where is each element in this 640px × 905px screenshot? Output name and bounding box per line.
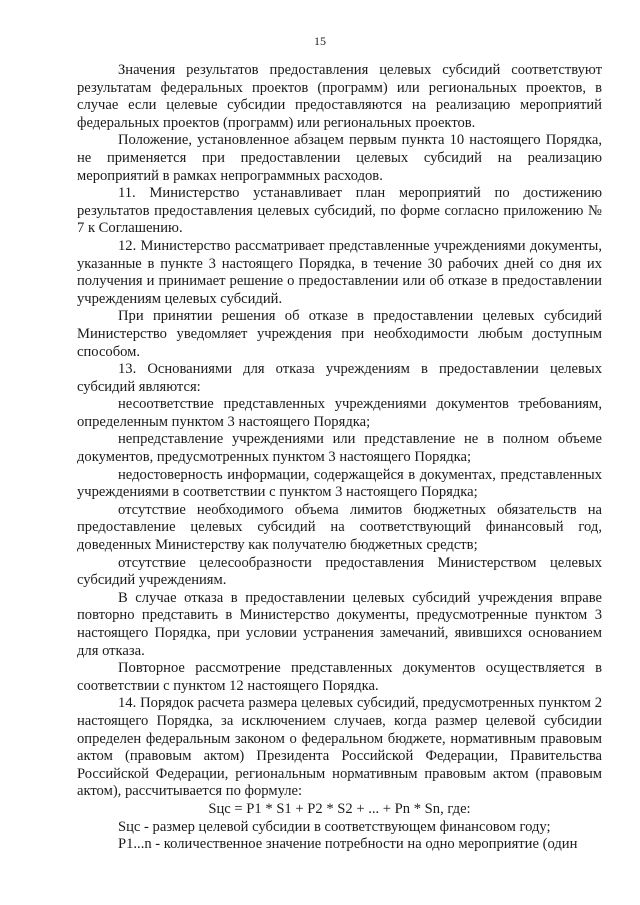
paragraph-item-12: 12. Министерство рассматривает представленные учреждениями документы, указанные в пункте 3 настоящего Порядка, в течение 30 рабочих дней со дня их получения и принимает решение о предоставлении или об отказе в предоставлении учреждениям целевых субсидий. — [77, 237, 602, 307]
paragraph-refusal-notice: При принятии решения об отказе в предоставлении целевых субсидий Министерство уведомляет учреждения при необходимости любым доступным способом. — [77, 308, 602, 360]
paragraph-item-14: 14. Порядок расчета размера целевых субсидий, предусмотренных пунктом 2 настоящего Порядка, за исключением случаев, когда размер целевой субсидии определен федеральным законом о федеральном бюджете, нормативным правовым актом (правовым актом) Президента Российской Федерации, Правительства Российской Федерации, региональным нормативным правовым актом (правовым актом), рассчитывается по формуле: — [77, 695, 602, 800]
paragraph-results-values: Значения результатов предоставления целевых субсидий соответствуют результатам федеральных проектов (программ) или региональных проектов, в случае если целевые субсидии предоставляются на реализацию мероприятий федеральных проектов (программ) или региональных проектов. — [77, 62, 602, 131]
formula: Sцс = P1 * S1 + P2 * S2 + ... + Pn * Sn, где: — [208, 800, 471, 817]
document-body — [77, 62, 602, 854]
paragraph-resubmission: В случае отказа в предоставлении целевых субсидий учреждения вправе повторно представить в Министерство документы, предусмотренные пунктом 3 настоящего Порядка, при условии устранения замечаний, явившихся основанием для отказа. — [77, 589, 602, 659]
definition-p: P1...n - количественное значение потребности на одно мероприятие (один — [118, 836, 578, 853]
list-item-insufficient-limits: отсутствие необходимого объема лимитов бюджетных обязательств на предоставление целевых субсидий на соответствующий финансовый год, доведенных Министерству как получателю бюджетных средств; — [77, 501, 602, 554]
paragraph-non-program-expenses: Положение, установленное абзацем первым пункта 10 настоящего Порядка, не применяется при предоставлении целевых субсидий на реализацию мероприятий в рамках непрограммных расходов. — [77, 132, 602, 184]
paragraph-repeat-review: Повторное рассмотрение представленных документов осуществляется в соответствии с пунктом 12 настоящего Порядка. — [77, 660, 602, 694]
page-number: 15 — [314, 34, 326, 48]
list-item-no-expediency: отсутствие целесообразности предоставления Министерством целевых субсидий учреждениям. — [77, 554, 602, 589]
paragraph-item-13: 13. Основаниями для отказа учреждениям в предоставлении целевых субсидий являются: — [77, 361, 602, 395]
list-item-unreliable-information: недостоверность информации, содержащейся в документах, представленных учреждениями в соответствии с пунктом 3 настоящего Порядка; — [77, 466, 602, 501]
list-item-incomplete-documents: непредставление учреждениями или представление не в полном объеме документов, предусмотренных пунктом 3 настоящего Порядка; — [77, 431, 602, 466]
list-item-nonconformity: несоответствие представленных учреждениями документов требованиям, определенным пунктом 3 настоящего Порядка; — [77, 396, 602, 430]
paragraph-item-11: 11. Министерство устанавливает план мероприятий по достижению результатов предоставления целевых субсидий, по форме согласно приложению № 7 к Соглашению. — [77, 185, 602, 237]
definition-scs: Sцс - размер целевой субсидии в соответствующем финансовом году; — [118, 818, 551, 835]
